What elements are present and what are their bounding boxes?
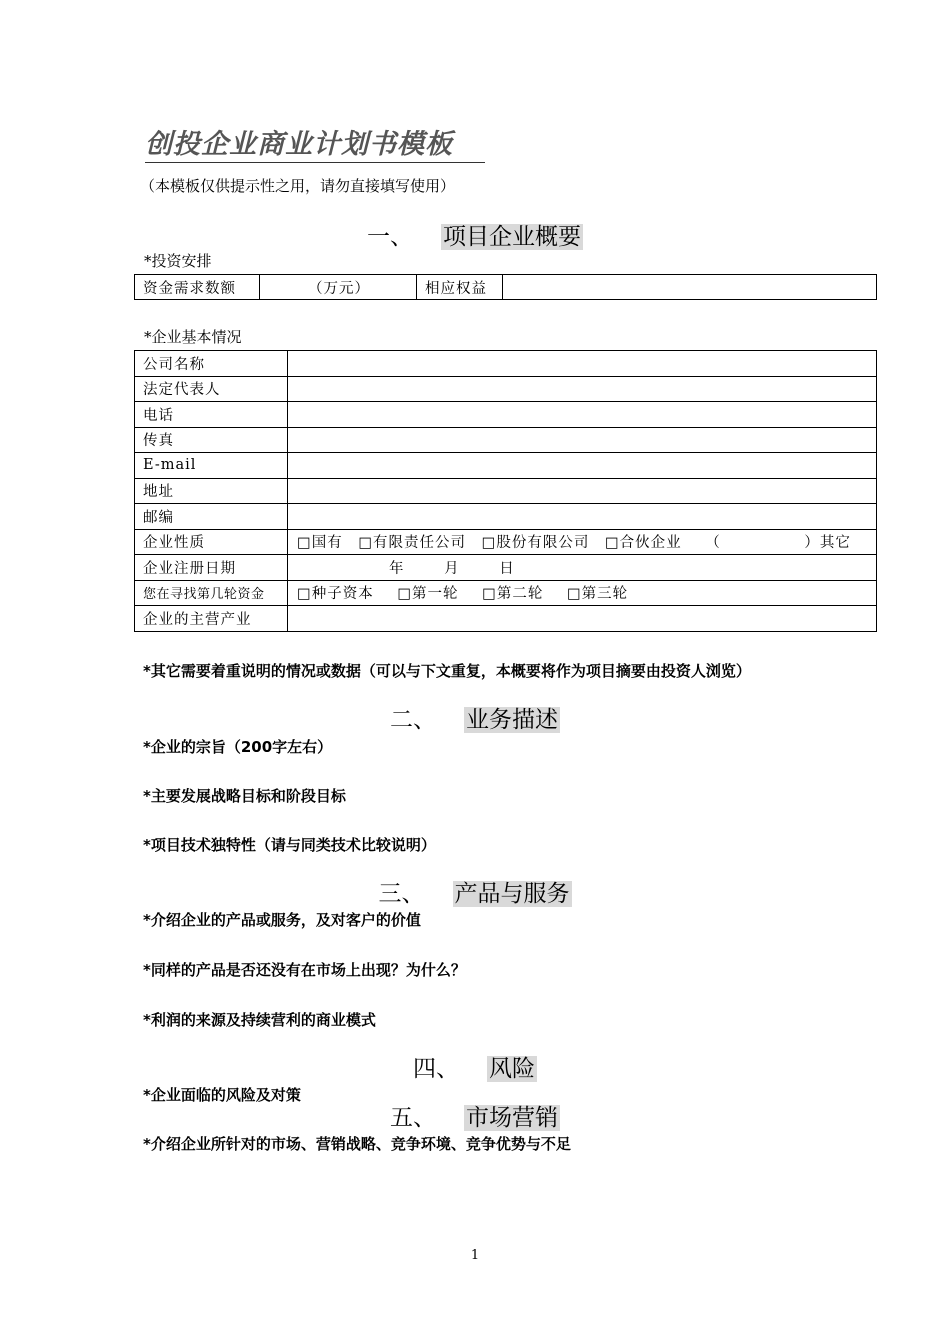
year-label: 年 (389, 560, 405, 577)
row-value[interactable] (288, 427, 877, 453)
section4-item: *企业面临的风险及对策 (143, 1086, 301, 1104)
other-open-paren: （ (705, 535, 721, 552)
row-label: 公司名称 (135, 351, 288, 377)
section-heading-2 (0, 705, 950, 735)
table-row (135, 376, 877, 402)
document-title: 创投企业商业计划书模板 (145, 128, 485, 163)
table-row (135, 478, 877, 504)
section3-item: *同样的产品是否还没有在市场上出现？为什么？ (143, 961, 466, 979)
section-heading-1 (0, 222, 950, 252)
section-number: 三、 (378, 881, 425, 907)
basic-info-table (134, 350, 877, 632)
basic-info-label: *企业基本情况 (144, 328, 242, 346)
row-label: 您在寻找第几轮资金 (135, 580, 288, 606)
table-cell-equity[interactable] (503, 275, 877, 300)
table-row (135, 427, 877, 453)
row-label: 邮编 (135, 504, 288, 530)
checkbox-round-3[interactable]: □第三轮 (566, 586, 629, 603)
table-row (135, 504, 877, 530)
section5-item: *介绍企业所针对的市场、营销战略、竞争环境、竞争优势与不足 (143, 1135, 571, 1153)
month-label: 月 (444, 560, 460, 577)
row-value[interactable] (288, 504, 877, 530)
day-label: 日 (499, 560, 515, 577)
checkbox-round-1[interactable]: □第一轮 (397, 586, 459, 603)
other-label[interactable]: ）其它 (804, 535, 851, 552)
row-value[interactable] (288, 478, 877, 504)
row-label: 传真 (135, 427, 288, 453)
section3-item: *介绍企业的产品或服务，及对客户的价值 (143, 911, 421, 929)
row-value[interactable] (288, 351, 877, 377)
row-value[interactable] (288, 402, 877, 428)
checkbox-joint-stock[interactable]: □股份有限公司 (481, 535, 590, 552)
nature-options (288, 529, 877, 555)
table-row (135, 580, 877, 606)
section1-note: *其它需要着重说明的情况或数据（可以与下文重复，本概要将作为项目摘要由投资人浏览） (143, 662, 751, 680)
row-value[interactable] (288, 453, 877, 479)
table-row (135, 402, 877, 428)
section2-item: *项目技术独特性（请与同类技术比较说明） (143, 836, 436, 854)
table-cell-amount[interactable]: （万元） (260, 275, 417, 300)
row-label: 企业的主营产业 (135, 606, 288, 632)
row-label: E-mail (135, 453, 288, 479)
reg-date-value[interactable] (288, 555, 877, 581)
row-value[interactable] (288, 376, 877, 402)
section-heading-4 (0, 1054, 950, 1084)
section-title: 市场营销 (466, 1105, 558, 1131)
checkbox-round-2[interactable]: □第二轮 (482, 586, 544, 603)
row-label: 企业性质 (135, 529, 288, 555)
section-heading-5 (0, 1103, 950, 1133)
round-options (288, 580, 877, 606)
section-title: 业务描述 (466, 707, 558, 733)
checkbox-partnership[interactable]: □合伙企业 (604, 535, 682, 552)
section-number: 一、 (367, 224, 413, 250)
section-number: 四、 (413, 1056, 459, 1082)
table-row (135, 529, 877, 555)
table-cell-label: 资金需求数额 (135, 275, 260, 300)
table-row (135, 351, 877, 377)
section2-item: *主要发展战略目标和阶段目标 (143, 787, 346, 805)
row-label: 法定代表人 (135, 376, 288, 402)
section3-item: *利润的来源及持续营利的商业模式 (143, 1011, 376, 1029)
section-title: 产品与服务 (454, 881, 570, 907)
section-number: 二、 (390, 707, 436, 733)
table-row (135, 555, 877, 581)
section-heading-3 (0, 879, 950, 909)
investment-table (134, 274, 877, 300)
checkbox-limited-liability[interactable]: □有限责任公司 (358, 535, 467, 552)
table-row (135, 453, 877, 479)
row-label: 电话 (135, 402, 288, 428)
investment-label: *投资安排 (144, 252, 212, 270)
section-title: 风险 (489, 1056, 535, 1082)
section2-item: *企业的宗旨（200字左右） (143, 738, 333, 756)
table-cell-label: 相应权益 (417, 275, 503, 300)
section-number: 五、 (390, 1105, 436, 1131)
checkbox-seed[interactable]: □种子资本 (297, 586, 374, 603)
document-subtitle: （本模板仅供提示性之用，请勿直接填写使用） (140, 177, 456, 195)
page-number: 1 (470, 1248, 480, 1263)
row-label: 企业注册日期 (135, 555, 288, 581)
checkbox-state-owned[interactable]: □国有 (297, 535, 343, 552)
row-value[interactable] (288, 606, 877, 632)
row-label: 地址 (135, 478, 288, 504)
section-title: 项目企业概要 (443, 224, 581, 250)
table-row (135, 606, 877, 632)
table-row (135, 275, 877, 300)
